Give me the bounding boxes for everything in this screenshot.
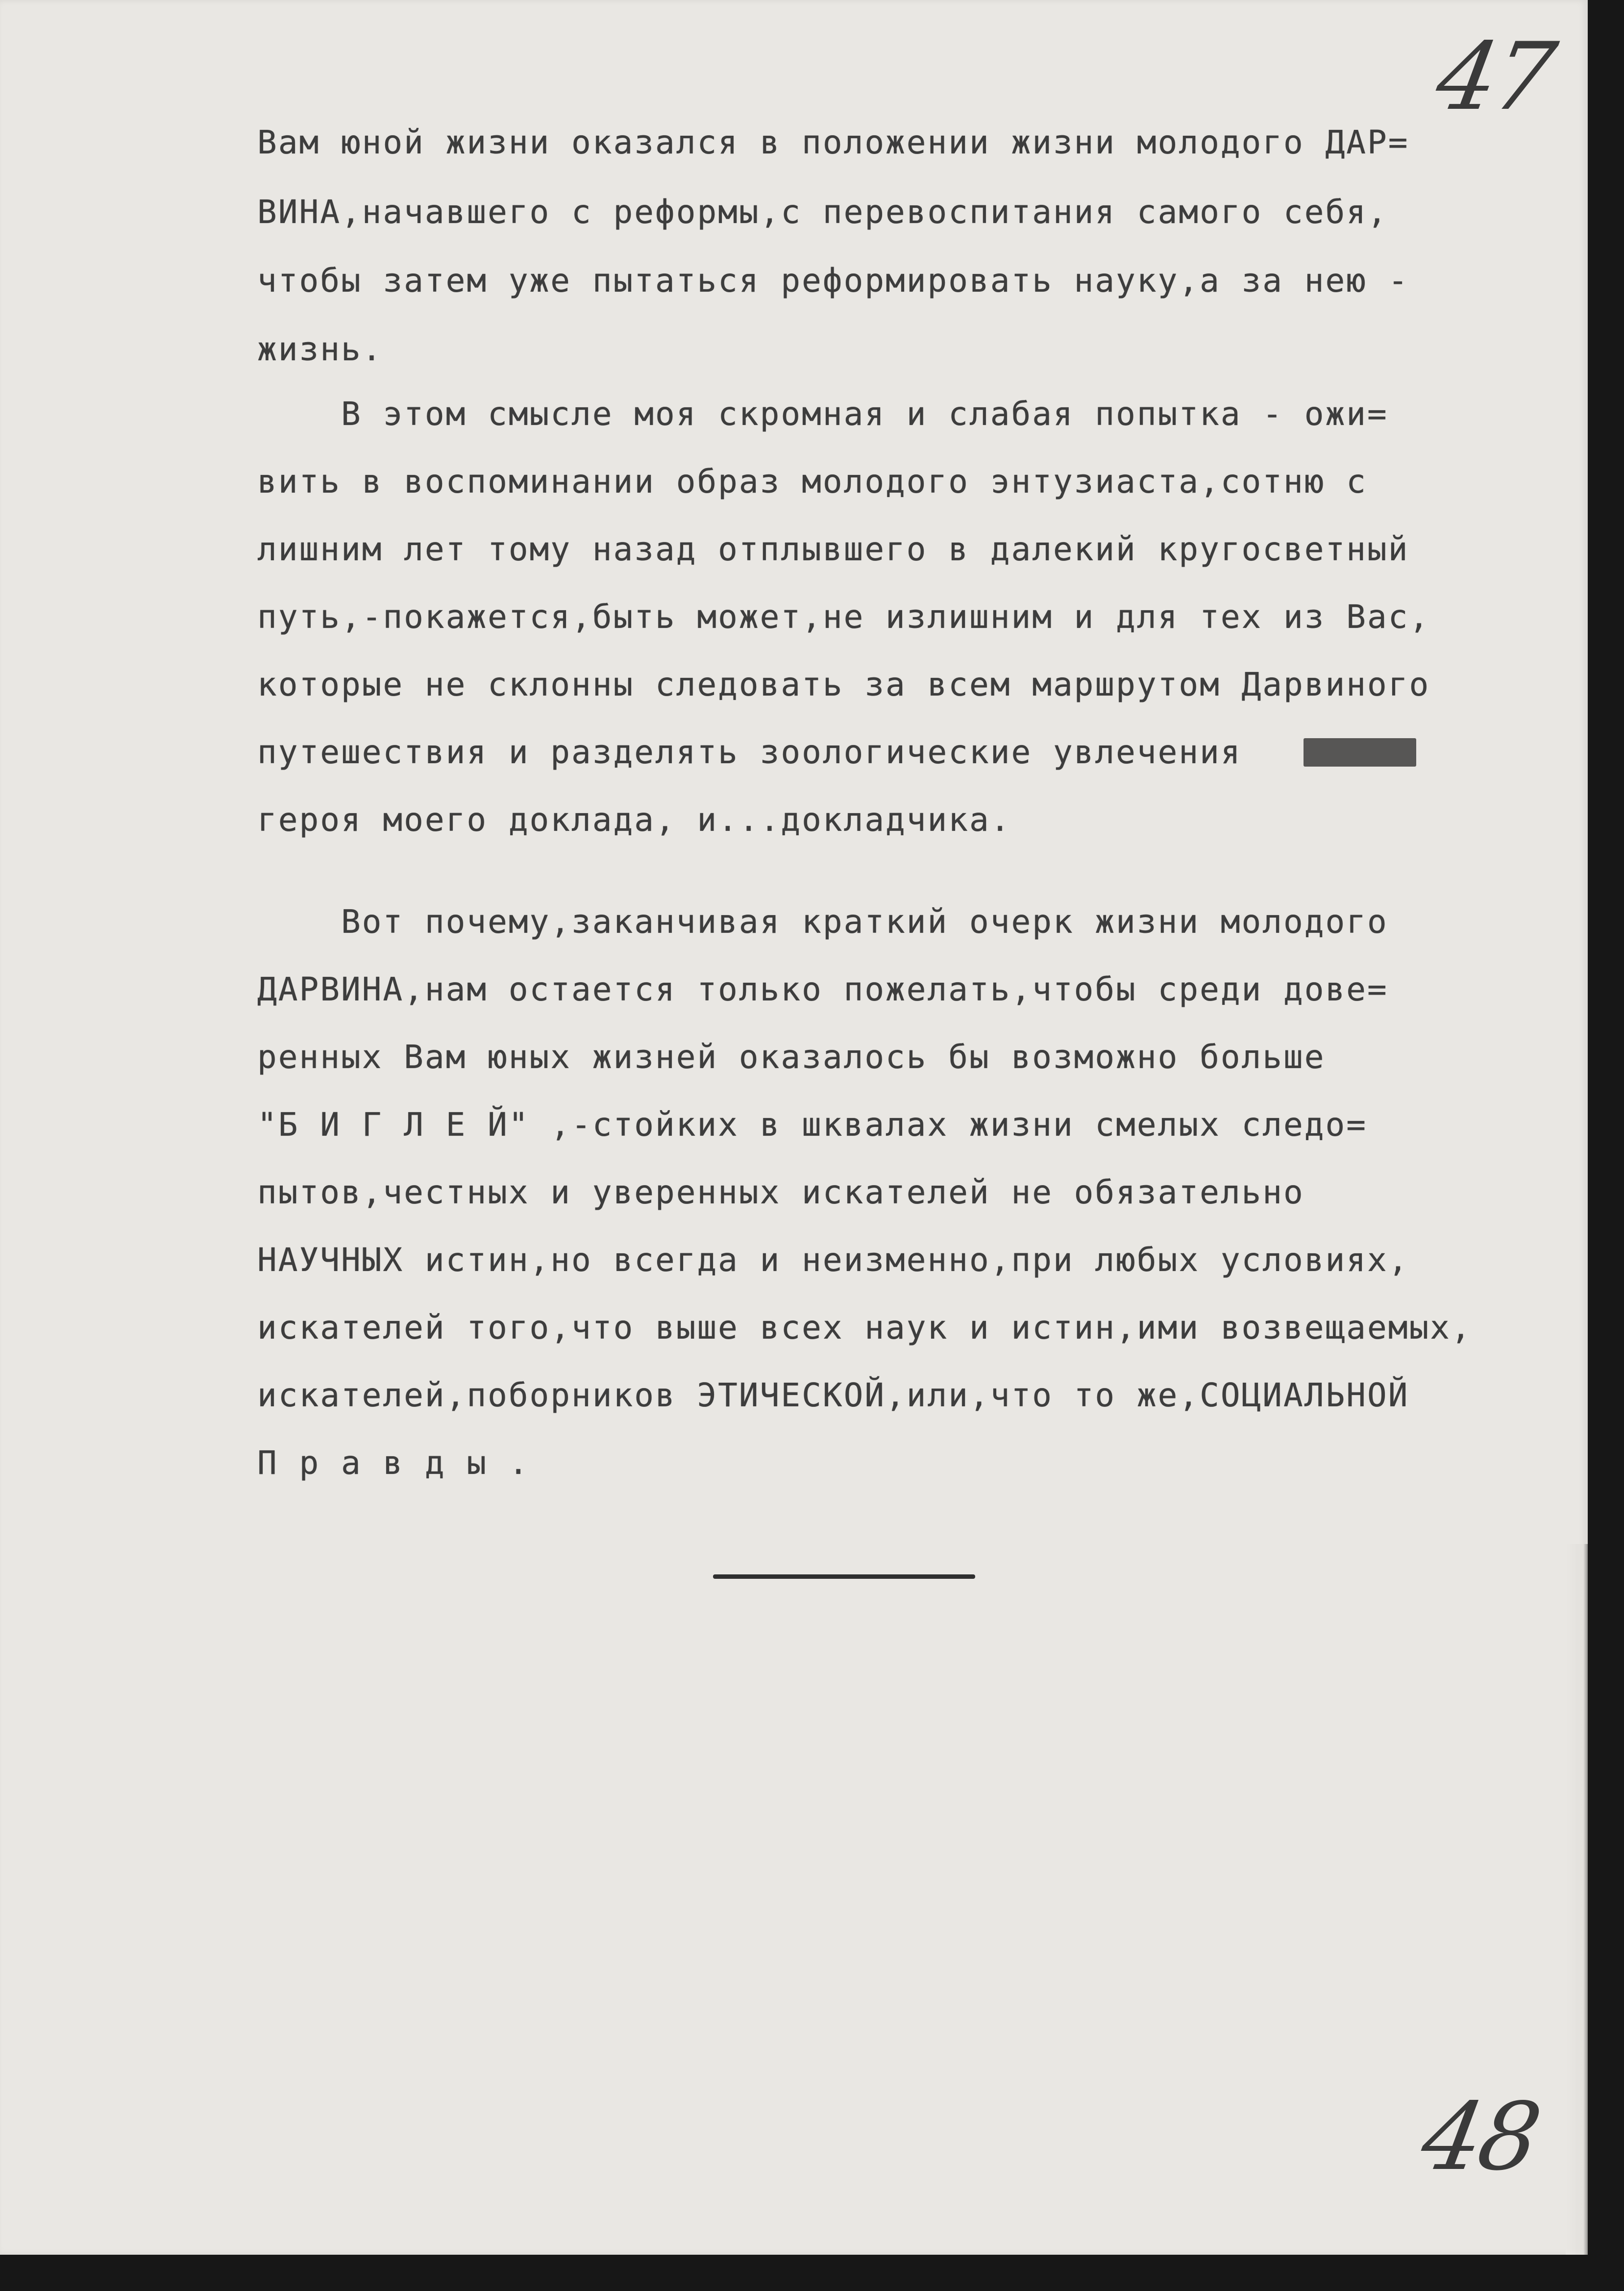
text-line: пытов,честных и уверенных искателей не обязательно [257,1173,1304,1211]
text-line: ренных Вам юных жизней оказалось бы возможно больше [257,1038,1326,1076]
text-line: Вот почему,заканчивая краткий очерк жизни молодого [257,903,1388,941]
closing-rule [713,1574,975,1579]
text-line: искателей,поборников ЭТИЧЕСКОЙ,или,что то же,СОЦИАЛЬНОЙ [257,1376,1409,1414]
text-line: лишним лет тому назад отплывшего в далекий кругосветный [257,530,1409,568]
text-line: ВИНА,начавшего с реформы,с перевоспитания самого себя, [257,193,1388,231]
text-line: которые не склонны следовать за всем маршрутом Дарвиного [257,666,1430,703]
folio-number-bottom: 48 [1414,2083,1546,2191]
text-line: Вам юной жизни оказался в положении жизни молодого ДАР= [257,124,1409,161]
text-line: П р а в д ы . [257,1444,530,1482]
text-line: НАУЧНЫХ истин,но всегда и неизменно,при любых условиях, [257,1241,1409,1279]
text-line: "Б И Г Л Е Й" ,-стойких в шквалах жизни смелых следо= [257,1106,1367,1144]
struck-out-word [1304,738,1416,767]
text-line: чтобы затем уже пытаться реформировать науку,а за нею - [257,262,1409,299]
text-line: ДАРВИНА,нам остается только пожелать,чтобы среди дове= [257,971,1388,1008]
folio-number-top: 47 [1428,23,1561,131]
text-line: путешествия и разделять зоологические увлечения [257,733,1242,771]
text-line: В этом смысле моя скромная и слабая попытка - ожи= [257,395,1388,433]
text-line: героя моего доклада, и...докладчика. [257,801,1011,839]
text-line: искателей того,что выше всех наук и истин,ими возвещаемых, [257,1309,1472,1346]
text-line: вить в воспоминании образ молодого энтузиаста,сотню с [257,463,1367,500]
text-line: жизнь. [257,330,383,368]
text-line: путь,-покажется,быть может,не излишним и для тех из Вас, [257,598,1430,636]
